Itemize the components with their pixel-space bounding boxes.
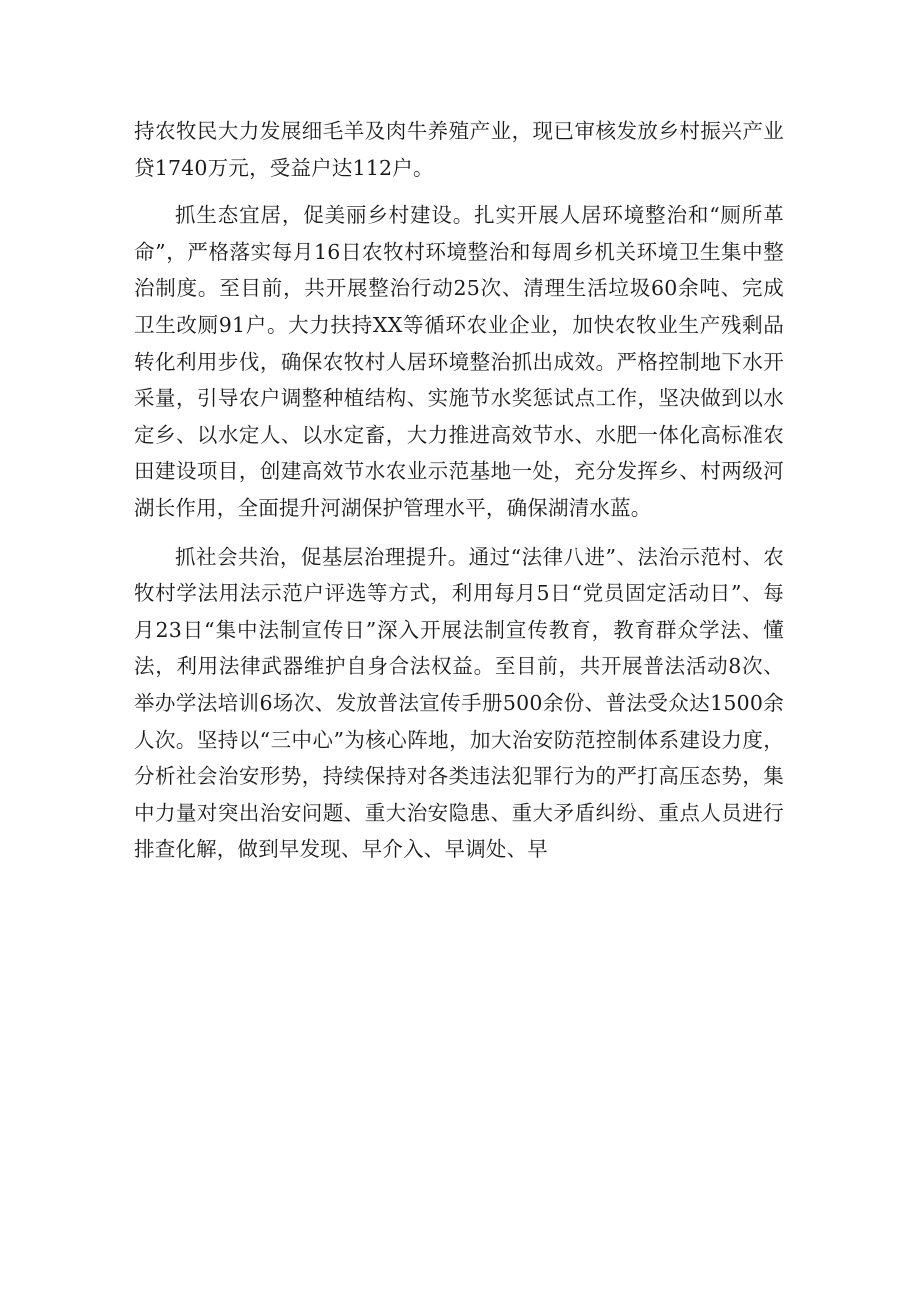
paragraph-ecological-livability: 抓生态宜居，促美丽乡村建设。扎实开展人居环境整治和“厕所革命”，严格落实每月16日农牧村环境整治和每周乡机关环境卫生集中整治制度。至目前，共开展整治行动25次、清理生活垃圾60余吨、完成卫生改厕91户。大力扶持XX等循环农业企业，加快农牧业生产残剩品转化利用步伐，确保农牧村人居环境整治抓出成效。严格控制地下水开采量，引导农户调整种植结构、实施节水奖惩试点工作，坚决做到以水定乡、以水定人、以水定畜，大力推进高效节水、水肥一体化高标准农田建设项目，创建高效节水农业示范基地一处，充分发挥乡、村两级河湖长作用，全面提升河湖保护管理水平，确保湖清水蓝。 <box>134 203 784 520</box>
paragraph-continuation: 持农牧民大力发展细毛羊及肉牛养殖产业，现已审核发放乡村振兴产业贷1740万元，受益户达112户。 <box>134 119 784 180</box>
paragraph-social-governance: 抓社会共治，促基层治理提升。通过“法律八进”、法治示范村、农牧村学法用法示范户评选等方式，利用每月5日“党员固定活动日”、每月23日“集中法制宣传日”深入开展法制宣传教育，教育群众学法、懂法，利用法律武器维护自身合法权益。至目前，共开展普法活动8次、举办学法培训6场次、发放普法宣传手册500余份、普法受众达1500余人次。坚持以“三中心”为核心阵地，加大治安防范控制体系建设力度，分析社会治安形势，持续保持对各类违法犯罪行为的严打高压态势，集中力量对突出治安问题、重大治安隐患、重大矛盾纠纷、重点人员进行排查化解，做到早发现、早介入、早调处、早 <box>134 544 784 862</box>
document-body <box>134 113 784 868</box>
